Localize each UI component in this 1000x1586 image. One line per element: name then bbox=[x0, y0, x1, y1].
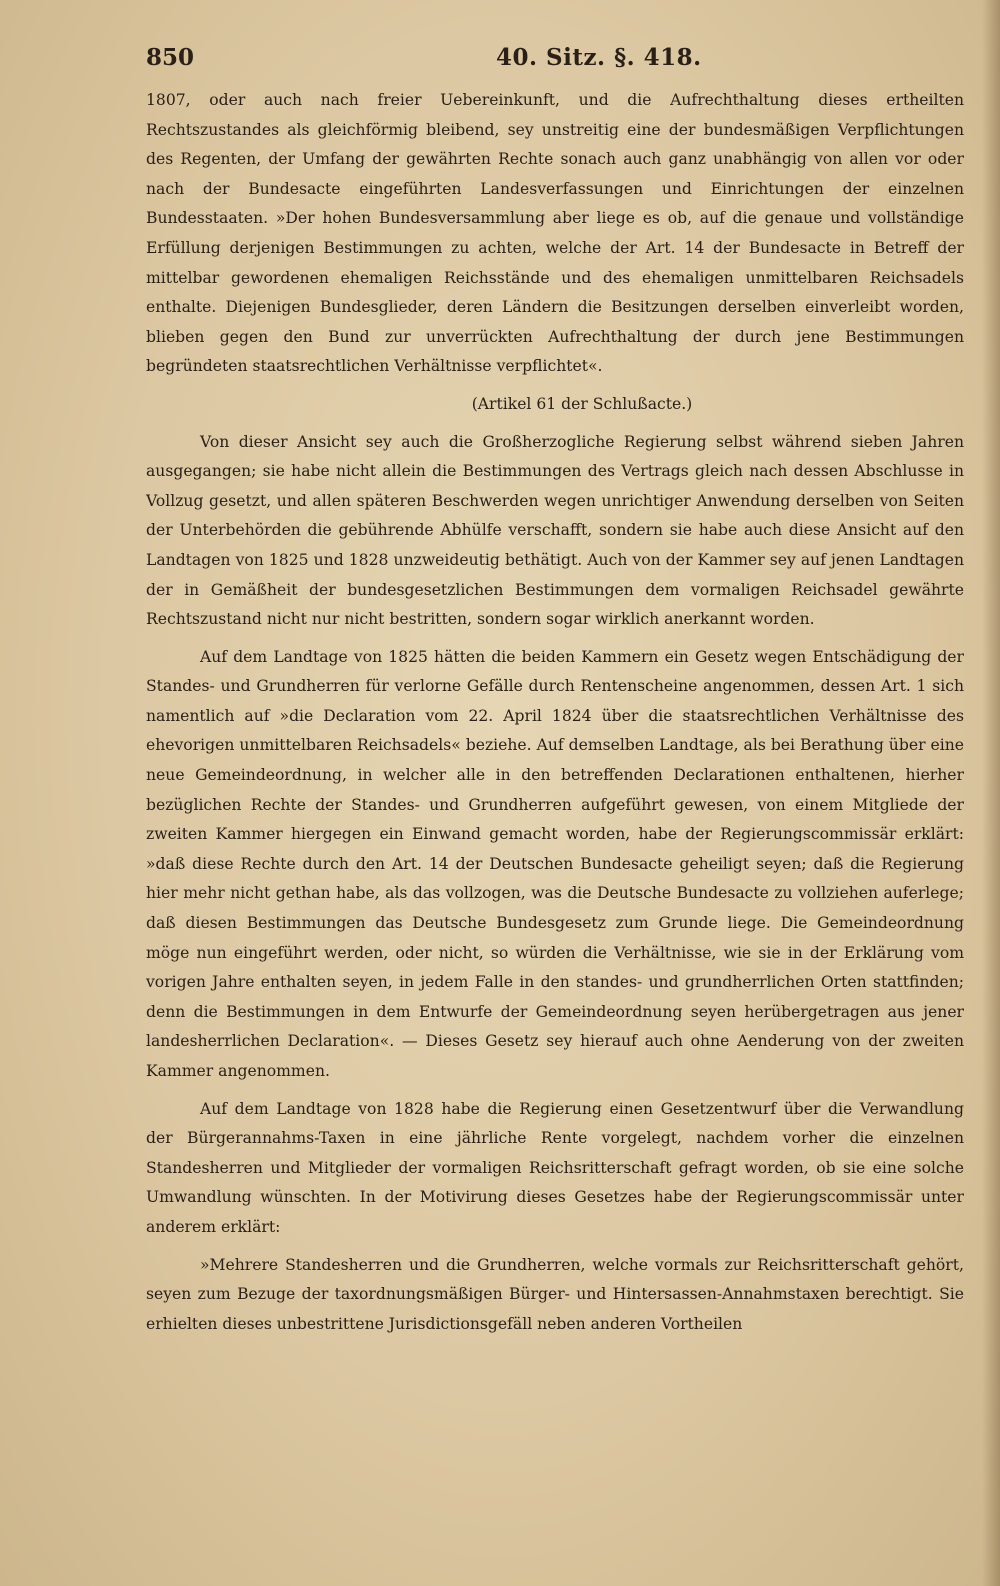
paragraph: Von dieser Ansicht sey auch die Großherzogliche Regierung selbst während sieben Jahren ausgegangen; sie habe nicht allein die Bestimmungen des Vertrags gleich nach dessen Abschlusse in Vollzug gesetzt, und allen späteren Beschwerden wegen unrichtiger Anwendung derselben von Seiten der Unterbehörden die gebührende Abhülfe verschafft, sondern sie habe auch diese Ansicht auf den Landtagen von 1825 und 1828 unzweideutig bethätigt. Auch von der Kammer sey auf jenen Landtagen der in Gemäßheit der bundesgesetzlichen Bestimmungen dem vormaligen Reichsadel gewährte Rechtszustand nicht nur nicht bestritten, sondern sogar wirklich anerkannt worden. bbox=[146, 432, 964, 629]
article-reference: (Artikel 61 der Schlußacte.) bbox=[471, 394, 693, 413]
paragraph: Auf dem Landtage von 1825 hätten die beiden Kammern ein Gesetz wegen Entschädigung der Standes- und Grundherren für verlorne Gefälle durch Rentenscheine angenommen, dessen Art. 1 sich namentlich auf »die Declaration vom 22. April 1824 über die staatsrechtlichen Verhältnisse des ehevorigen unmittelbaren Reichsadels« beziehe. Auf demselben Landtage, als bei Berathung über eine neue Gemeindeordnung, in welcher alle in den betreffenden Declarationen enthaltenen, hierher bezüglichen Rechte der Standes- und Grundherren aufgeführt gewesen, von einem Mitgliede der zweiten Kammer hiergegen ein Einwand gemacht worden, habe der Regierungscommissär erklärt: »daß diese Rechte durch den Art. 14 der Deutschen Bundesacte geheiligt seyen; daß die Regierung hier mehr nicht gethan habe, als das vollzogen, was die Deutsche Bundesacte zu vollziehen auferlege; daß diesen Bestimmungen das Deutsche Bundesgesetz zum Grunde liege. Die Gemeindeordnung möge nun eingeführt werden, oder nicht, so würden die Verhältnisse, wie sie in der Erklärung vom vorigen Jahre enthalten seyen, in jedem Falle in den standes- und grundherrlichen Orten stattfinden; denn die Bestimmungen in dem Entwurfe der Gemeindeordnung seyen herübergetragen aus jener landesherrlichen Declaration«. — Dieses Gesetz sey hierauf auch ohne Aenderung von der zweiten Kammer angenommen. bbox=[146, 647, 964, 1080]
running-head: 40. Sitz. §. 418. bbox=[496, 44, 702, 71]
page-number: 850 bbox=[146, 44, 195, 71]
paragraph-continuation: 1807, oder auch nach freier Uebereinkunft, und die Aufrechthaltung dieses ertheilten Rechtszustandes als gleichförmig bleibend, sey unstreitig eine der bundesmäßigen Verpflichtungen des Regenten, der Umfang der gewährten Rechte sonach auch ganz unabhängig von allen vor oder nach der Bundesacte eingeführten Landesverfassungen und Einrichtungen der einzelnen Bundesstaaten. »Der hohen Bundesversammlung aber liege es ob, auf die genaue und vollständige Erfüllung derjenigen Bestimmungen zu achten, welche der Art. 14 der Bundesacte in Betreff der mittelbar gewordenen ehemaligen Reichsstände und des ehemaligen unmittelbaren Reichsadels enthalte. Diejenigen Bundesglieder, deren Ländern die Besitzungen derselben einverleibt worden, blieben gegen den Bund zur unverrückten Aufrechthaltung der durch jene Bestimmungen begründeten staatsrechtlichen Verhältnisse verpflichtet«. bbox=[146, 91, 964, 376]
body-text bbox=[146, 86, 964, 1347]
paragraph: Auf dem Landtage von 1828 habe die Regierung einen Gesetzentwurf über die Verwandlung der Bürgerannahms-Taxen in eine jährliche Rente vorgelegt, nachdem vorher die einzelnen Standesherren und Mitglieder der vormaligen Reichsritterschaft gefragt worden, ob sie eine solche Umwandlung wünschten. In der Motivirung dieses Gesetzes habe der Regierungscommissär unter anderem erklärt: bbox=[146, 1099, 964, 1236]
page-edge-shadow bbox=[982, 0, 1000, 1586]
quoted-paragraph: »Mehrere Standesherren und die Grundherren, welche vormals zur Reichsritterschaft gehört, seyen zum Bezuge der taxordnungsmäßigen Bürger- und Hintersassen-Annahmstaxen berechtigt. Sie erhielten dieses unbestrittene Jurisdictionsgefäll neben anderen Vortheilen bbox=[146, 1255, 964, 1333]
page-header bbox=[146, 40, 960, 80]
